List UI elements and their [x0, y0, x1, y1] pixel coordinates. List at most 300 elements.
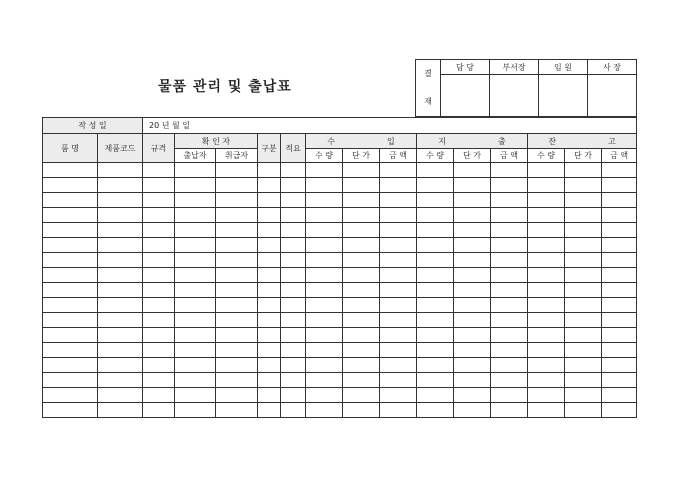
- date-field[interactable]: 20 년 월 일: [143, 118, 258, 134]
- table-cell[interactable]: [281, 208, 306, 223]
- table-cell[interactable]: [43, 403, 98, 418]
- table-cell[interactable]: [98, 373, 143, 388]
- table-cell[interactable]: [281, 313, 306, 328]
- table-cell[interactable]: [454, 313, 491, 328]
- table-cell[interactable]: [380, 313, 417, 328]
- table-cell[interactable]: [258, 403, 281, 418]
- table-cell[interactable]: [281, 223, 306, 238]
- table-cell[interactable]: [454, 358, 491, 373]
- table-cell[interactable]: [143, 193, 175, 208]
- table-cell[interactable]: [98, 253, 143, 268]
- signature-cell-executive[interactable]: [539, 75, 588, 117]
- table-cell[interactable]: [258, 343, 281, 358]
- table-cell[interactable]: [98, 343, 143, 358]
- header-income-qty: 수 량: [306, 149, 343, 163]
- table-cell[interactable]: [343, 253, 380, 268]
- table-cell[interactable]: [343, 328, 380, 343]
- header-category: 구분: [258, 134, 281, 163]
- table-cell[interactable]: [380, 193, 417, 208]
- table-row: [43, 358, 637, 373]
- table-cell[interactable]: [343, 178, 380, 193]
- table-cell[interactable]: [565, 193, 602, 208]
- table-cell[interactable]: [602, 193, 637, 208]
- approval-role-president: 사 장: [588, 60, 637, 75]
- table-cell[interactable]: [565, 328, 602, 343]
- table-cell[interactable]: [565, 238, 602, 253]
- table-cell[interactable]: [306, 388, 343, 403]
- table-cell[interactable]: [175, 223, 216, 238]
- table-cell[interactable]: [175, 283, 216, 298]
- table-cell[interactable]: [565, 283, 602, 298]
- table-cell[interactable]: [43, 313, 98, 328]
- table-cell[interactable]: [491, 223, 528, 238]
- table-cell[interactable]: [43, 298, 98, 313]
- table-cell[interactable]: [491, 373, 528, 388]
- table-cell[interactable]: [528, 298, 565, 313]
- table-cell[interactable]: [258, 358, 281, 373]
- table-cell[interactable]: [454, 283, 491, 298]
- table-cell[interactable]: [491, 178, 528, 193]
- table-cell[interactable]: [417, 298, 454, 313]
- table-cell[interactable]: [281, 268, 306, 283]
- table-cell[interactable]: [43, 163, 98, 178]
- table-cell[interactable]: [143, 163, 175, 178]
- table-cell[interactable]: [258, 178, 281, 193]
- table-cell[interactable]: [565, 313, 602, 328]
- table-cell[interactable]: [602, 403, 637, 418]
- table-cell[interactable]: [343, 298, 380, 313]
- table-cell[interactable]: [454, 343, 491, 358]
- table-cell[interactable]: [380, 373, 417, 388]
- table-cell[interactable]: [216, 268, 258, 283]
- table-cell[interactable]: [306, 178, 343, 193]
- table-cell[interactable]: [43, 343, 98, 358]
- table-cell[interactable]: [281, 253, 306, 268]
- table-cell[interactable]: [454, 208, 491, 223]
- table-cell[interactable]: [216, 403, 258, 418]
- table-cell[interactable]: [380, 268, 417, 283]
- header-outgo: [417, 134, 528, 149]
- table-cell[interactable]: [43, 253, 98, 268]
- table-cell[interactable]: [380, 328, 417, 343]
- table-cell[interactable]: [258, 313, 281, 328]
- table-cell[interactable]: [528, 313, 565, 328]
- table-cell[interactable]: [565, 178, 602, 193]
- table-cell[interactable]: [602, 328, 637, 343]
- table-cell[interactable]: [175, 388, 216, 403]
- table-cell[interactable]: [175, 193, 216, 208]
- table-cell[interactable]: [258, 223, 281, 238]
- table-cell[interactable]: [306, 373, 343, 388]
- table-cell[interactable]: [306, 298, 343, 313]
- table-cell[interactable]: [306, 223, 343, 238]
- table-cell[interactable]: [491, 163, 528, 178]
- table-cell[interactable]: [343, 238, 380, 253]
- table-cell[interactable]: [602, 313, 637, 328]
- table-cell[interactable]: [258, 208, 281, 223]
- table-cell[interactable]: [417, 268, 454, 283]
- table-cell[interactable]: [417, 253, 454, 268]
- table-cell[interactable]: [258, 193, 281, 208]
- table-cell[interactable]: [528, 343, 565, 358]
- table-cell[interactable]: [454, 178, 491, 193]
- table-cell[interactable]: [491, 328, 528, 343]
- table-cell[interactable]: [43, 223, 98, 238]
- table-cell[interactable]: [343, 223, 380, 238]
- table-cell[interactable]: [281, 358, 306, 373]
- table-cell[interactable]: [528, 223, 565, 238]
- table-cell[interactable]: [281, 193, 306, 208]
- table-cell[interactable]: [281, 388, 306, 403]
- table-cell[interactable]: [454, 223, 491, 238]
- table-cell[interactable]: [528, 268, 565, 283]
- table-cell[interactable]: [417, 178, 454, 193]
- table-cell[interactable]: [258, 268, 281, 283]
- table-cell[interactable]: [43, 283, 98, 298]
- table-cell[interactable]: [143, 208, 175, 223]
- table-cell[interactable]: [143, 283, 175, 298]
- table-row: [43, 163, 637, 178]
- table-cell[interactable]: [380, 388, 417, 403]
- table-cell[interactable]: [175, 163, 216, 178]
- table-cell[interactable]: [43, 268, 98, 283]
- table-cell[interactable]: [602, 163, 637, 178]
- table-cell[interactable]: [175, 268, 216, 283]
- table-cell[interactable]: [491, 283, 528, 298]
- table-cell[interactable]: [143, 178, 175, 193]
- table-cell[interactable]: [98, 328, 143, 343]
- table-cell[interactable]: [143, 403, 175, 418]
- table-cell[interactable]: [43, 388, 98, 403]
- table-row: [43, 313, 637, 328]
- table-cell[interactable]: [602, 223, 637, 238]
- table-cell[interactable]: [602, 283, 637, 298]
- table-cell[interactable]: [528, 253, 565, 268]
- table-cell[interactable]: [565, 163, 602, 178]
- table-cell[interactable]: [281, 163, 306, 178]
- table-cell[interactable]: [565, 208, 602, 223]
- header-income-left: 수: [327, 136, 336, 146]
- table-cell[interactable]: [143, 298, 175, 313]
- table-cell[interactable]: [343, 163, 380, 178]
- table-cell[interactable]: [43, 208, 98, 223]
- table-cell[interactable]: [528, 283, 565, 298]
- table-cell[interactable]: [380, 223, 417, 238]
- table-cell[interactable]: [98, 193, 143, 208]
- table-cell[interactable]: [306, 193, 343, 208]
- table-cell[interactable]: [417, 373, 454, 388]
- table-cell[interactable]: [343, 358, 380, 373]
- approval-label: [416, 60, 441, 117]
- table-cell[interactable]: [216, 178, 258, 193]
- table-cell[interactable]: [175, 343, 216, 358]
- table-cell[interactable]: [143, 313, 175, 328]
- table-cell[interactable]: [216, 313, 258, 328]
- table-cell[interactable]: [454, 193, 491, 208]
- table-cell[interactable]: [43, 358, 98, 373]
- table-cell[interactable]: [343, 193, 380, 208]
- table-cell[interactable]: [98, 268, 143, 283]
- table-cell[interactable]: [98, 208, 143, 223]
- table-cell[interactable]: [454, 388, 491, 403]
- header-balance-qty: 수 량: [528, 149, 565, 163]
- table-cell[interactable]: [216, 223, 258, 238]
- table-cell[interactable]: [343, 388, 380, 403]
- table-cell[interactable]: [565, 268, 602, 283]
- table-cell[interactable]: [143, 268, 175, 283]
- table-cell[interactable]: [602, 238, 637, 253]
- table-cell[interactable]: [565, 373, 602, 388]
- table-cell[interactable]: [306, 208, 343, 223]
- signature-cell-manager[interactable]: [490, 75, 539, 117]
- table-cell[interactable]: [216, 253, 258, 268]
- table-cell[interactable]: [306, 403, 343, 418]
- table-cell[interactable]: [454, 328, 491, 343]
- table-cell[interactable]: [380, 298, 417, 313]
- table-cell[interactable]: [175, 358, 216, 373]
- table-cell[interactable]: [258, 163, 281, 178]
- table-cell[interactable]: [143, 343, 175, 358]
- table-cell[interactable]: [417, 313, 454, 328]
- table-cell[interactable]: [343, 403, 380, 418]
- table-row: [43, 253, 637, 268]
- table-cell[interactable]: [602, 178, 637, 193]
- table-cell[interactable]: [602, 343, 637, 358]
- table-cell[interactable]: [380, 238, 417, 253]
- table-cell[interactable]: [216, 283, 258, 298]
- table-cell[interactable]: [417, 343, 454, 358]
- table-cell[interactable]: [43, 373, 98, 388]
- table-cell[interactable]: [528, 328, 565, 343]
- table-cell[interactable]: [491, 358, 528, 373]
- table-cell[interactable]: [454, 238, 491, 253]
- table-cell[interactable]: [343, 208, 380, 223]
- table-cell[interactable]: [175, 208, 216, 223]
- table-cell[interactable]: [343, 268, 380, 283]
- table-cell[interactable]: [175, 298, 216, 313]
- header-outgo-amount: 금 액: [491, 149, 528, 163]
- table-cell[interactable]: [454, 298, 491, 313]
- table-cell[interactable]: [417, 388, 454, 403]
- table-cell[interactable]: [98, 178, 143, 193]
- table-cell[interactable]: [258, 298, 281, 313]
- table-cell[interactable]: [417, 283, 454, 298]
- table-cell[interactable]: [306, 253, 343, 268]
- table-cell[interactable]: [528, 178, 565, 193]
- table-cell[interactable]: [281, 178, 306, 193]
- table-cell[interactable]: [491, 343, 528, 358]
- table-cell[interactable]: [143, 328, 175, 343]
- table-cell[interactable]: [175, 328, 216, 343]
- table-cell[interactable]: [528, 163, 565, 178]
- table-cell[interactable]: [98, 223, 143, 238]
- table-cell[interactable]: [491, 193, 528, 208]
- table-cell[interactable]: [491, 388, 528, 403]
- table-cell[interactable]: [528, 238, 565, 253]
- table-cell[interactable]: [281, 403, 306, 418]
- table-cell[interactable]: [565, 223, 602, 238]
- table-cell[interactable]: [454, 373, 491, 388]
- table-row: [43, 178, 637, 193]
- header-balance-right: 고: [608, 136, 616, 146]
- table-cell[interactable]: [306, 163, 343, 178]
- table-row: [43, 208, 637, 223]
- table-cell[interactable]: [43, 238, 98, 253]
- table-cell[interactable]: [343, 313, 380, 328]
- signature-cell-staff[interactable]: [441, 75, 490, 117]
- table-cell[interactable]: [565, 253, 602, 268]
- signature-cell-president[interactable]: [588, 75, 637, 117]
- table-cell[interactable]: [281, 373, 306, 388]
- table-cell[interactable]: [306, 358, 343, 373]
- table-cell[interactable]: [216, 163, 258, 178]
- table-cell[interactable]: [43, 193, 98, 208]
- table-cell[interactable]: [258, 373, 281, 388]
- table-cell[interactable]: [258, 238, 281, 253]
- table-cell[interactable]: [454, 268, 491, 283]
- table-cell[interactable]: [602, 358, 637, 373]
- table-cell[interactable]: [98, 313, 143, 328]
- table-cell[interactable]: [175, 313, 216, 328]
- table-cell[interactable]: [216, 298, 258, 313]
- approval-box: [415, 59, 637, 117]
- table-cell[interactable]: [380, 403, 417, 418]
- table-cell[interactable]: [306, 283, 343, 298]
- table-cell[interactable]: [565, 403, 602, 418]
- table-cell[interactable]: [417, 238, 454, 253]
- table-cell[interactable]: [491, 298, 528, 313]
- table-cell[interactable]: [602, 388, 637, 403]
- header-confirm: 확 인 자: [175, 134, 258, 149]
- table-cell[interactable]: [417, 223, 454, 238]
- table-cell[interactable]: [602, 208, 637, 223]
- table-cell[interactable]: [216, 208, 258, 223]
- table-cell[interactable]: [306, 343, 343, 358]
- table-cell[interactable]: [216, 373, 258, 388]
- table-cell[interactable]: [216, 358, 258, 373]
- table-cell[interactable]: [306, 328, 343, 343]
- table-cell[interactable]: [143, 388, 175, 403]
- table-cell[interactable]: [98, 403, 143, 418]
- header-outgo-price: 단 가: [454, 149, 491, 163]
- table-cell[interactable]: [565, 298, 602, 313]
- table-cell[interactable]: [258, 388, 281, 403]
- table-cell[interactable]: [175, 253, 216, 268]
- table-cell[interactable]: [491, 238, 528, 253]
- table-cell[interactable]: [528, 388, 565, 403]
- header-income: [306, 134, 417, 149]
- table-cell[interactable]: [565, 343, 602, 358]
- table-cell[interactable]: [258, 253, 281, 268]
- table-cell[interactable]: [258, 328, 281, 343]
- table-cell[interactable]: [175, 403, 216, 418]
- table-cell[interactable]: [175, 178, 216, 193]
- table-cell[interactable]: [528, 193, 565, 208]
- table-cell[interactable]: [602, 253, 637, 268]
- table-cell[interactable]: [306, 268, 343, 283]
- table-cell[interactable]: [491, 253, 528, 268]
- table-cell[interactable]: [216, 388, 258, 403]
- table-cell[interactable]: [491, 268, 528, 283]
- table-row: [43, 373, 637, 388]
- table-cell[interactable]: [98, 163, 143, 178]
- table-cell[interactable]: [380, 253, 417, 268]
- table-cell[interactable]: [281, 328, 306, 343]
- table-cell[interactable]: [281, 238, 306, 253]
- table-cell[interactable]: [216, 193, 258, 208]
- table-cell[interactable]: [380, 343, 417, 358]
- table-cell[interactable]: [602, 268, 637, 283]
- table-cell[interactable]: [491, 313, 528, 328]
- table-cell[interactable]: [216, 238, 258, 253]
- table-cell[interactable]: [281, 298, 306, 313]
- table-cell[interactable]: [175, 238, 216, 253]
- table-cell[interactable]: [380, 163, 417, 178]
- table-cell[interactable]: [216, 328, 258, 343]
- table-cell[interactable]: [143, 253, 175, 268]
- table-cell[interactable]: [417, 193, 454, 208]
- table-cell[interactable]: [98, 358, 143, 373]
- table-cell[interactable]: [281, 343, 306, 358]
- table-cell[interactable]: [528, 208, 565, 223]
- table-cell[interactable]: [143, 358, 175, 373]
- table-cell[interactable]: [343, 373, 380, 388]
- table-cell[interactable]: [306, 238, 343, 253]
- table-cell[interactable]: [143, 373, 175, 388]
- table-cell[interactable]: [380, 178, 417, 193]
- table-cell[interactable]: [343, 343, 380, 358]
- table-cell[interactable]: [454, 403, 491, 418]
- table-cell[interactable]: [417, 163, 454, 178]
- table-cell[interactable]: [491, 403, 528, 418]
- table-cell[interactable]: [417, 208, 454, 223]
- table-cell[interactable]: [565, 358, 602, 373]
- table-cell[interactable]: [143, 238, 175, 253]
- table-cell[interactable]: [454, 253, 491, 268]
- table-cell[interactable]: [98, 388, 143, 403]
- table-cell[interactable]: [417, 328, 454, 343]
- table-cell[interactable]: [491, 208, 528, 223]
- table-cell[interactable]: [43, 328, 98, 343]
- table-cell[interactable]: [98, 298, 143, 313]
- date-label: 작 성 일: [43, 118, 143, 134]
- table-cell[interactable]: [43, 178, 98, 193]
- table-cell[interactable]: [454, 163, 491, 178]
- table-cell[interactable]: [343, 283, 380, 298]
- table-cell[interactable]: [565, 388, 602, 403]
- table-cell[interactable]: [258, 283, 281, 298]
- table-cell[interactable]: [602, 373, 637, 388]
- table-cell[interactable]: [528, 373, 565, 388]
- table-cell[interactable]: [175, 373, 216, 388]
- header-product-code: 제품코드: [98, 134, 143, 163]
- table-cell[interactable]: [216, 343, 258, 358]
- table-cell[interactable]: [380, 208, 417, 223]
- table-row: [43, 403, 637, 418]
- table-cell[interactable]: [602, 298, 637, 313]
- table-cell[interactable]: [417, 358, 454, 373]
- table-cell[interactable]: [281, 283, 306, 298]
- table-cell[interactable]: [528, 403, 565, 418]
- table-cell[interactable]: [417, 403, 454, 418]
- table-cell[interactable]: [98, 238, 143, 253]
- table-cell[interactable]: [380, 283, 417, 298]
- table-cell[interactable]: [306, 313, 343, 328]
- table-cell[interactable]: [98, 283, 143, 298]
- table-cell[interactable]: [528, 358, 565, 373]
- table-cell[interactable]: [380, 358, 417, 373]
- table-cell[interactable]: [143, 223, 175, 238]
